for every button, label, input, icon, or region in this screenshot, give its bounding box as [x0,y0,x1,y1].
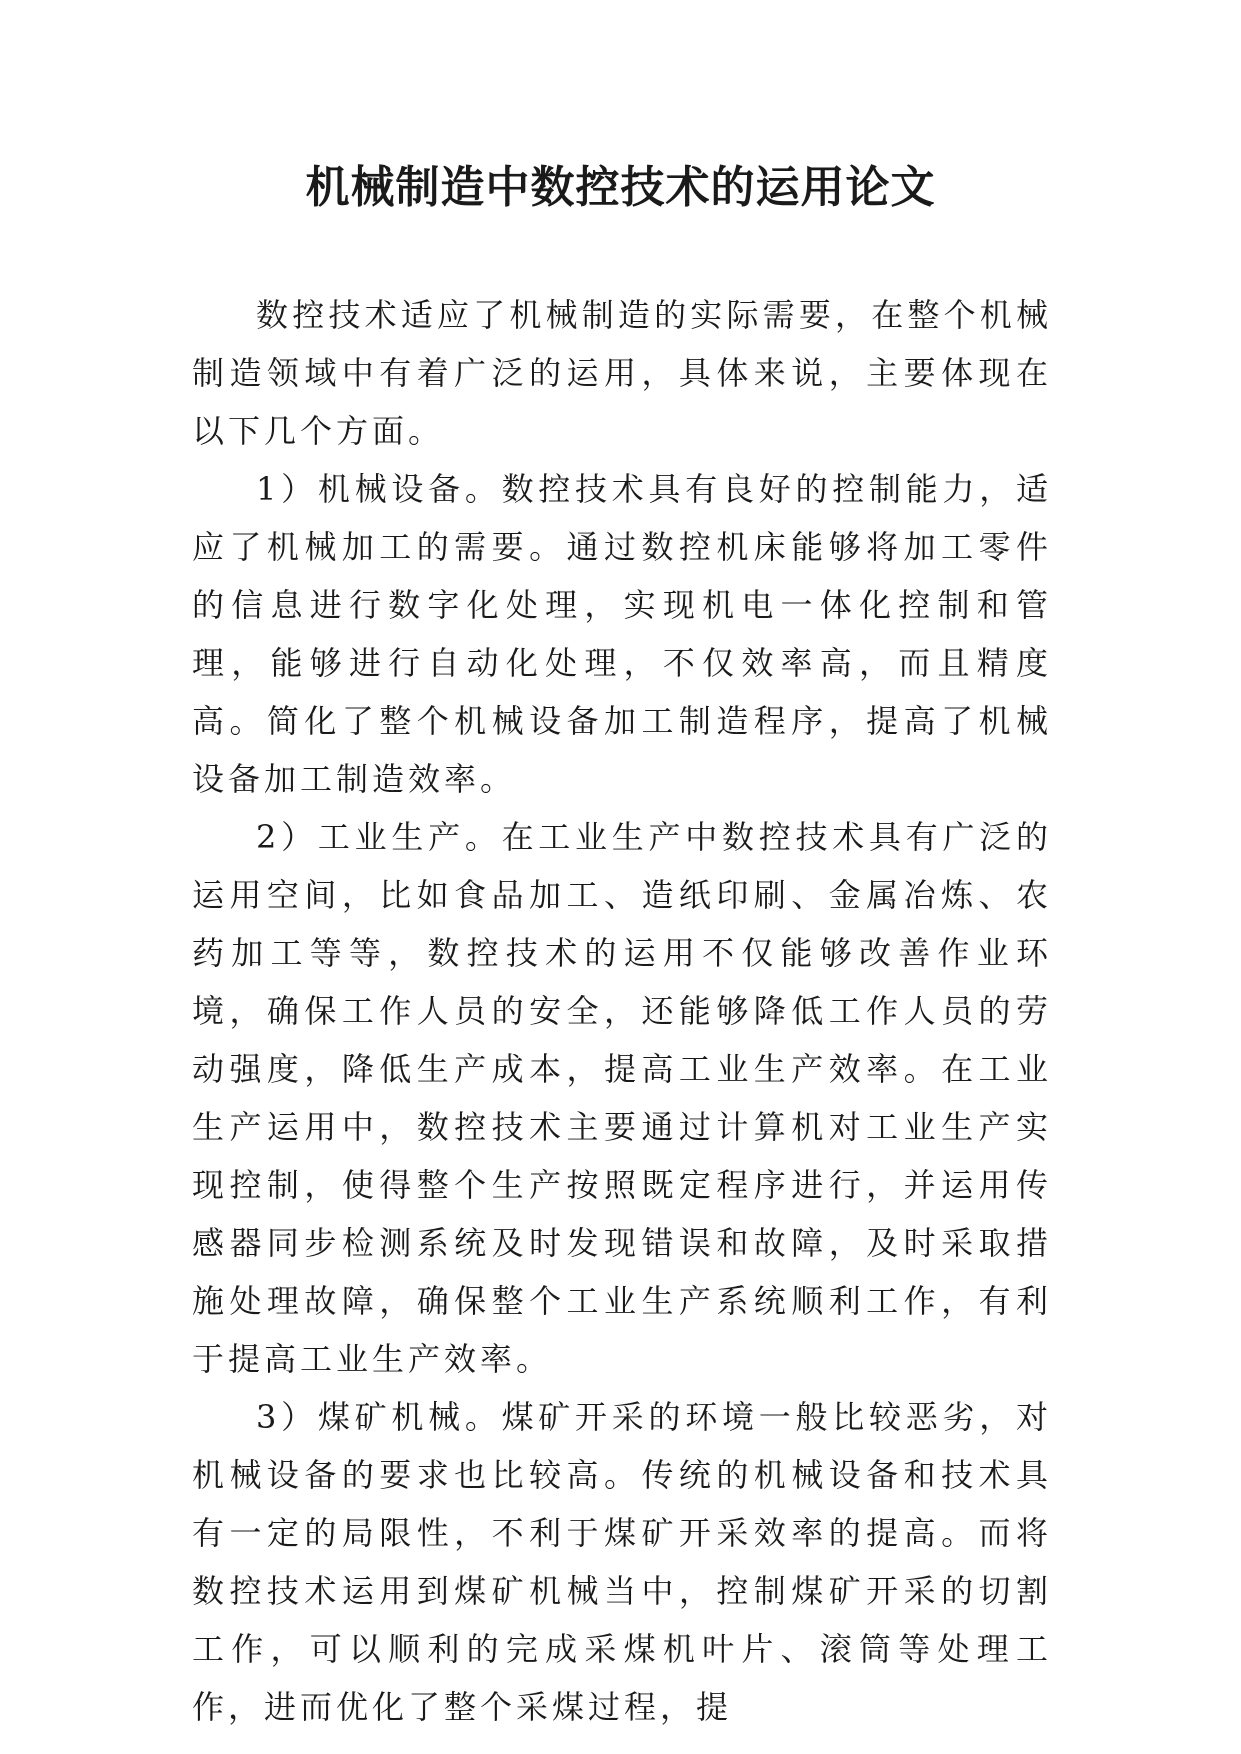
page-title: 机械制造中数控技术的运用论文 [305,162,936,213]
paragraph-machinery-equipment: 1）机械设备。数控技术具有良好的控制能力，适应了机械加工的需要。通过数控机床能够将加工零件的信息进行数字化处理，实现机电一体化控制和管理，能够进行自动化处理，不仅效率高，而且精度高。简化了整个机械设备加工制造程序，提高了机械设备加工制造效率。 [192,470,1052,798]
document-body [192,286,1052,1736]
paragraph-industrial-production: 2）工业生产。在工业生产中数控技术具有广泛的运用空间，比如食品加工、造纸印刷、金属冶炼、农药加工等等，数控技术的运用不仅能够改善作业环境，确保工作人员的安全，还能够降低工作人员的劳动强度，降低生产成本，提高工业生产效率。在工业生产运用中，数控技术主要通过计算机对工业生产实现控制，使得整个生产按照既定程序进行，并运用传感器同步检测系统及时发现错误和故障，及时采取措施处理故障，确保整个工业生产系统顺利工作，有利于提高工业生产效率。 [192,818,1052,1378]
paragraph-intro: 数控技术适应了机械制造的实际需要，在整个机械制造领域中有着广泛的运用，具体来说，主要体现在以下几个方面。 [192,296,1052,450]
paragraph-coal-mining-machinery: 3）煤矿机械。煤矿开采的环境一般比较恶劣，对机械设备的要求也比较高。传统的机械设备和技术具有一定的局限性，不利于煤矿开采效率的提高。而将数控技术运用到煤矿机械当中，控制煤矿开采的切割工作，可以顺利的完成采煤机叶片、滚筒等处理工作，进而优化了整个采煤过程，提 [192,1398,1052,1726]
